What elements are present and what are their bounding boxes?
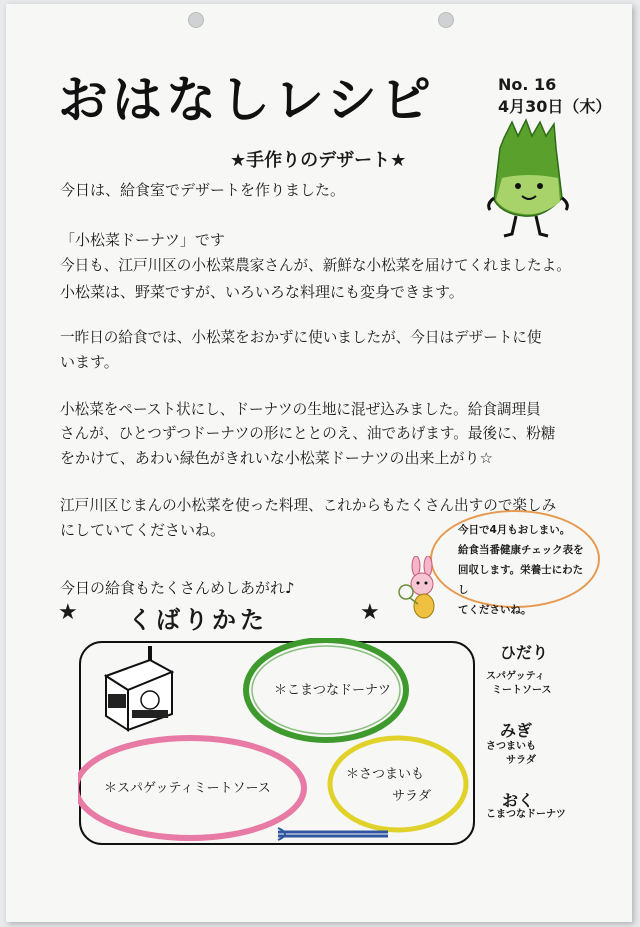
side-heading: おく [502, 791, 535, 810]
milk-carton-icon [106, 646, 172, 730]
star-icon: ★ [58, 600, 78, 625]
punch-hole [438, 12, 454, 28]
salad-label-2: サラダ [392, 789, 431, 804]
text-line: 今日は、給食室でデザートを作りました。 [60, 181, 346, 199]
section-subtitle: ★手作りのデザート★ [230, 150, 407, 171]
text-line: 一昨日の給食では、小松菜をおかずに使いましたが、今日はデザートに使 [60, 329, 542, 346]
side-item: こまつなドーナツ [486, 809, 566, 820]
salad-label-1: ＊さつまいも [346, 767, 425, 782]
side-heading: みぎ [500, 721, 533, 740]
side-item: ミートソース [492, 685, 552, 696]
side-heading: ひだり [500, 643, 549, 662]
komatsuna-mascot-icon [484, 118, 574, 243]
donut-label: ＊こまつなドーナツ [274, 683, 391, 698]
text-line: 今日の給食もたくさんめしあがれ♪ [60, 579, 295, 597]
page-title: おはなしレシピ [58, 71, 435, 129]
rabbit-icon [396, 556, 446, 624]
text-line: をかけて、あわい緑色がきれいな小松菜ドーナツの出来上がり☆ [60, 449, 494, 467]
notice-line: 給食当番健康チェック表を [458, 544, 584, 556]
issue-number: No. 16 [498, 75, 557, 94]
notice-line: てくださいね。 [458, 604, 532, 616]
spaghetti-label: ＊スパゲッティミートソース [104, 781, 271, 796]
distribution-label: くばりかた [128, 606, 268, 634]
text-line: 小松菜は、野菜ですが、いろいろな料理にも変身できます。 [60, 283, 464, 301]
text-line: にしていてくださいね。 [60, 521, 226, 539]
text-line: 「小松菜ドーナツ」です [60, 231, 225, 249]
text-line: 小松菜をペースト状にし、ドーナツの生地に混ぜ込みました。給食調理員 [60, 401, 541, 418]
text-line: さんが、ひとつずつドーナツの形にととのえ、油であげます。最後に、粉糖 [60, 425, 556, 442]
salad-circle [330, 738, 466, 830]
side-item: サラダ [506, 755, 536, 766]
notice-line: 回収します。栄養士にわたし [458, 564, 584, 596]
notice-line: 今日で4月もおしまい。 [458, 524, 571, 536]
tray-diagram [78, 638, 480, 848]
text-line: います。 [60, 353, 119, 371]
star-icon: ★ [360, 600, 380, 625]
side-item: さつまいも [486, 741, 536, 752]
side-item: スパゲッティ [486, 671, 545, 682]
issue-info [498, 74, 611, 118]
issue-date: 4月30日（木） [498, 97, 612, 116]
distribution-heading [58, 598, 398, 634]
punch-hole [188, 12, 204, 28]
notice-bubble [430, 510, 600, 616]
text-line: 今日も、江戸川区の小松菜農家さんが、新鮮な小松菜を届けてくれましたよ。 [60, 257, 571, 274]
text-line: 江戸川区じまんの小松菜を使った料理、これからもたくさん出すので楽しみ [60, 497, 557, 514]
